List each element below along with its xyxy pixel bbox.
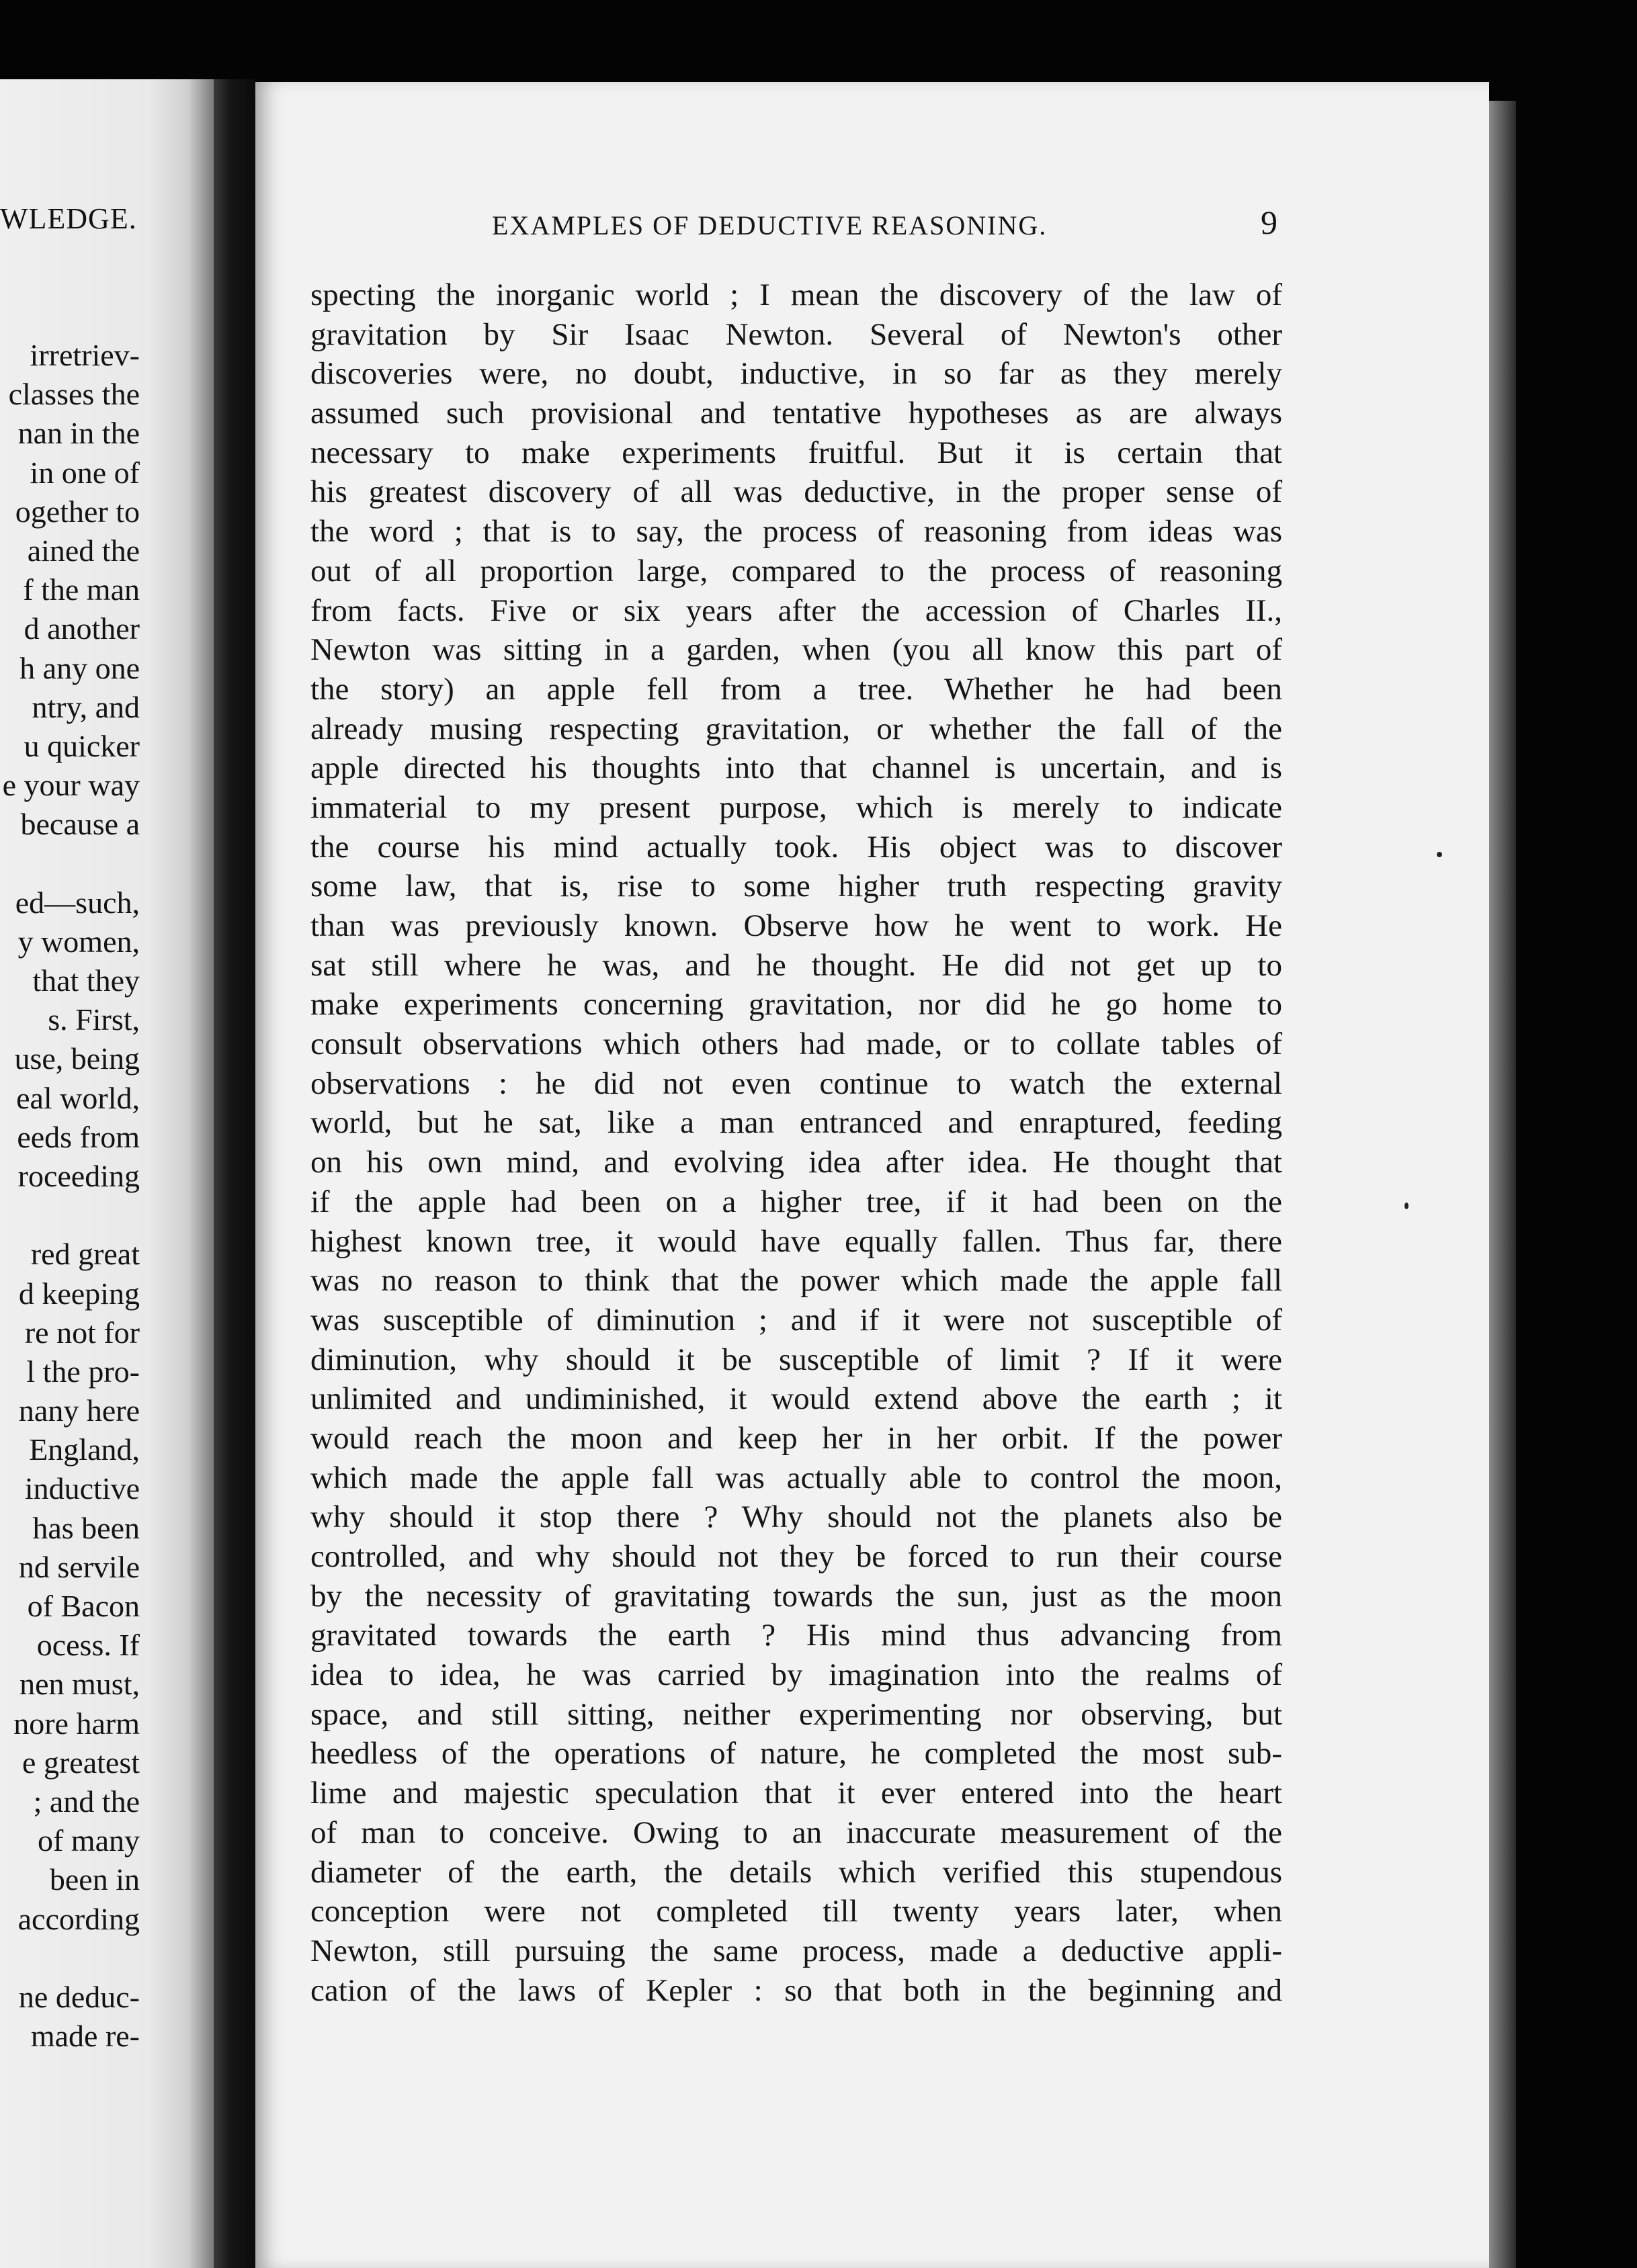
previous-page-line: classes the — [8, 377, 140, 412]
text-line: diameter of the earth, the details which verified this stupendous — [310, 1854, 1282, 1890]
previous-page — [0, 79, 214, 2268]
previous-page-line: eal world, — [16, 1080, 140, 1115]
previous-page-running-head: WLEDGE. — [0, 202, 137, 235]
text-line: was no reason to think that the power which made the apple fall — [310, 1263, 1282, 1299]
previous-page-line: nore harm — [13, 1706, 140, 1741]
previous-page-line — [0, 844, 140, 883]
running-head: EXAMPLES OF DEDUCTIVE REASONING. — [492, 210, 1048, 241]
text-line: than was previously known. Observe how he went to work. He — [310, 908, 1282, 943]
previous-page-line: s. First, — [48, 1002, 140, 1037]
previous-page-line: eeds from — [17, 1119, 140, 1154]
previous-page-line: nd servile — [18, 1549, 140, 1584]
text-line: sat still where he was, and he thought. He did not get up to — [310, 947, 1282, 983]
text-line: which made the apple fall was actually able to control the moon, — [310, 1460, 1282, 1495]
text-line: diminution, why should it be susceptible of limit ? If it were — [310, 1342, 1282, 1377]
text-line: gravitation by Sir Isaac Newton. Several of Newton's other — [310, 316, 1282, 352]
previous-page-line: u quicker — [24, 728, 140, 763]
previous-page-line: of many — [37, 1823, 140, 1858]
text-line: necessary to make experiments fruitful. But it is certain that — [310, 435, 1282, 470]
text-line: heedless of the operations of nature, he completed the most sub- — [310, 1736, 1282, 1772]
text-line: highest known tree, it would have equally fallen. Thus far, there — [310, 1223, 1282, 1259]
text-line: specting the inorganic world ; I mean the discovery of the law of — [310, 277, 1282, 312]
previous-page-line: use, being — [14, 1041, 140, 1076]
scan-speck — [1437, 852, 1442, 857]
page-edge — [1489, 101, 1516, 2268]
book-gutter — [214, 79, 255, 2268]
previous-page-line: because a — [20, 807, 140, 842]
previous-page-line: ocess. If — [36, 1628, 140, 1663]
previous-page-line: irretriev- — [30, 338, 140, 372]
previous-page-line: e greatest — [22, 1745, 140, 1780]
text-line: assumed such provisional and tentative hypotheses as are always — [310, 396, 1282, 431]
previous-page-line: inductive — [24, 1471, 140, 1506]
previous-page-line: roceeding — [17, 1158, 140, 1193]
text-line: cation of the laws of Kepler : so that both in the beginning and — [310, 1972, 1282, 2008]
previous-page-line: ogether to — [15, 494, 140, 529]
text-line: his greatest discovery of all was deductive, in the proper sense of — [310, 474, 1282, 510]
text-line: apple directed his thoughts into that channel is uncertain, and is — [310, 750, 1282, 786]
text-line: Newton was sitting in a garden, when (you all know this part of — [310, 632, 1282, 668]
previous-page-line: that they — [32, 963, 140, 998]
body-text — [310, 275, 1282, 2010]
text-line: observations : he did not even continue to watch the external — [310, 1065, 1282, 1101]
text-line: discoveries were, no doubt, inductive, in so far as they merely — [310, 356, 1282, 392]
text-line: world, but he sat, like a man entranced and enraptured, feeding — [310, 1105, 1282, 1141]
text-line: conception were not completed till twenty years later, when — [310, 1894, 1282, 1929]
previous-page-line: made re- — [30, 2019, 140, 2054]
text-line: space, and still sitting, neither experimenting nor observing, but — [310, 1696, 1282, 1732]
previous-page-line: y women, — [17, 924, 140, 959]
text-line: lime and majestic speculation that it ever entered into the heart — [310, 1776, 1282, 1811]
previous-page-line: ained the — [27, 533, 140, 568]
text-line: consult observations which others had made, or to collate tables of — [310, 1027, 1282, 1062]
text-line: unlimited and undiminished, it would extend above the earth ; it — [310, 1381, 1282, 1417]
previous-page-line: red great — [30, 1237, 140, 1272]
text-line: Newton, still pursuing the same process, made a deductive appli- — [310, 1933, 1282, 1968]
previous-page-line: according — [17, 1901, 140, 1936]
previous-page-line: nany here — [18, 1393, 140, 1428]
previous-page-line: been in — [49, 1862, 140, 1897]
previous-page-line: re not for — [24, 1315, 140, 1350]
previous-page-line: of Bacon — [27, 1589, 140, 1623]
text-line: the course his mind actually took. His object was to discover — [310, 829, 1282, 865]
text-line: would reach the moon and keep her in her orbit. If the power — [310, 1420, 1282, 1456]
previous-page-line — [0, 1939, 140, 1978]
text-line: make experiments concerning gravitation, nor did he go home to — [310, 987, 1282, 1022]
text-line: controlled, and why should not they be forced to run their course — [310, 1539, 1282, 1574]
text-line: some law, that is, rise to some higher truth respecting gravity — [310, 869, 1282, 904]
scan-speck — [1404, 1203, 1409, 1209]
previous-page-line: ne deduc- — [18, 1979, 140, 2014]
previous-page-line: h any one — [19, 650, 140, 685]
previous-page-text — [0, 336, 140, 2056]
text-line: the story) an apple fell from a tree. Whether he had been — [310, 671, 1282, 707]
text-line: immaterial to my present purpose, which is merely to indicate — [310, 789, 1282, 825]
text-line: of man to conceive. Owing to an inaccurate measurement of the — [310, 1815, 1282, 1850]
previous-page-line: ed—such, — [15, 885, 140, 920]
text-line: already musing respecting gravitation, or whether the fall of the — [310, 711, 1282, 746]
text-line: gravitated towards the earth ? His mind thus advancing from — [310, 1618, 1282, 1653]
previous-page-line: ntry, and — [32, 689, 140, 724]
previous-page-line: d another — [24, 611, 140, 646]
text-line: was susceptible of diminution ; and if it were not susceptible of — [310, 1302, 1282, 1338]
previous-page-line: nan in the — [17, 416, 140, 451]
text-line: idea to idea, he was carried by imagination into the realms of — [310, 1657, 1282, 1693]
page-number: 9 — [1261, 204, 1277, 241]
previous-page-line: nen must, — [19, 1667, 140, 1702]
previous-page-line — [0, 1196, 140, 1235]
text-line: why should it stop there ? Why should not the planets also be — [310, 1499, 1282, 1535]
previous-page-line: England, — [29, 1432, 140, 1467]
previous-page-line: d keeping — [18, 1276, 140, 1311]
previous-page-line: ; and the — [33, 1784, 140, 1819]
text-line: if the apple had been on a higher tree, if it had been on the — [310, 1184, 1282, 1219]
text-line: the word ; that is to say, the process of reasoning from ideas was — [310, 514, 1282, 550]
previous-page-line: f the man — [23, 572, 140, 607]
previous-page-line: in one of — [30, 455, 140, 490]
previous-page-line: e your way — [2, 768, 140, 803]
text-line: by the necessity of gravitating towards the sun, just as the moon — [310, 1578, 1282, 1614]
text-line: from facts. Five or six years after the accession of Charles II., — [310, 593, 1282, 628]
text-line: on his own mind, and evolving idea after idea. He thought that — [310, 1145, 1282, 1180]
previous-page-line: l the pro- — [26, 1354, 140, 1389]
previous-page-line: has been — [32, 1510, 140, 1545]
text-line: out of all proportion large, compared to the process of reasoning — [310, 553, 1282, 588]
